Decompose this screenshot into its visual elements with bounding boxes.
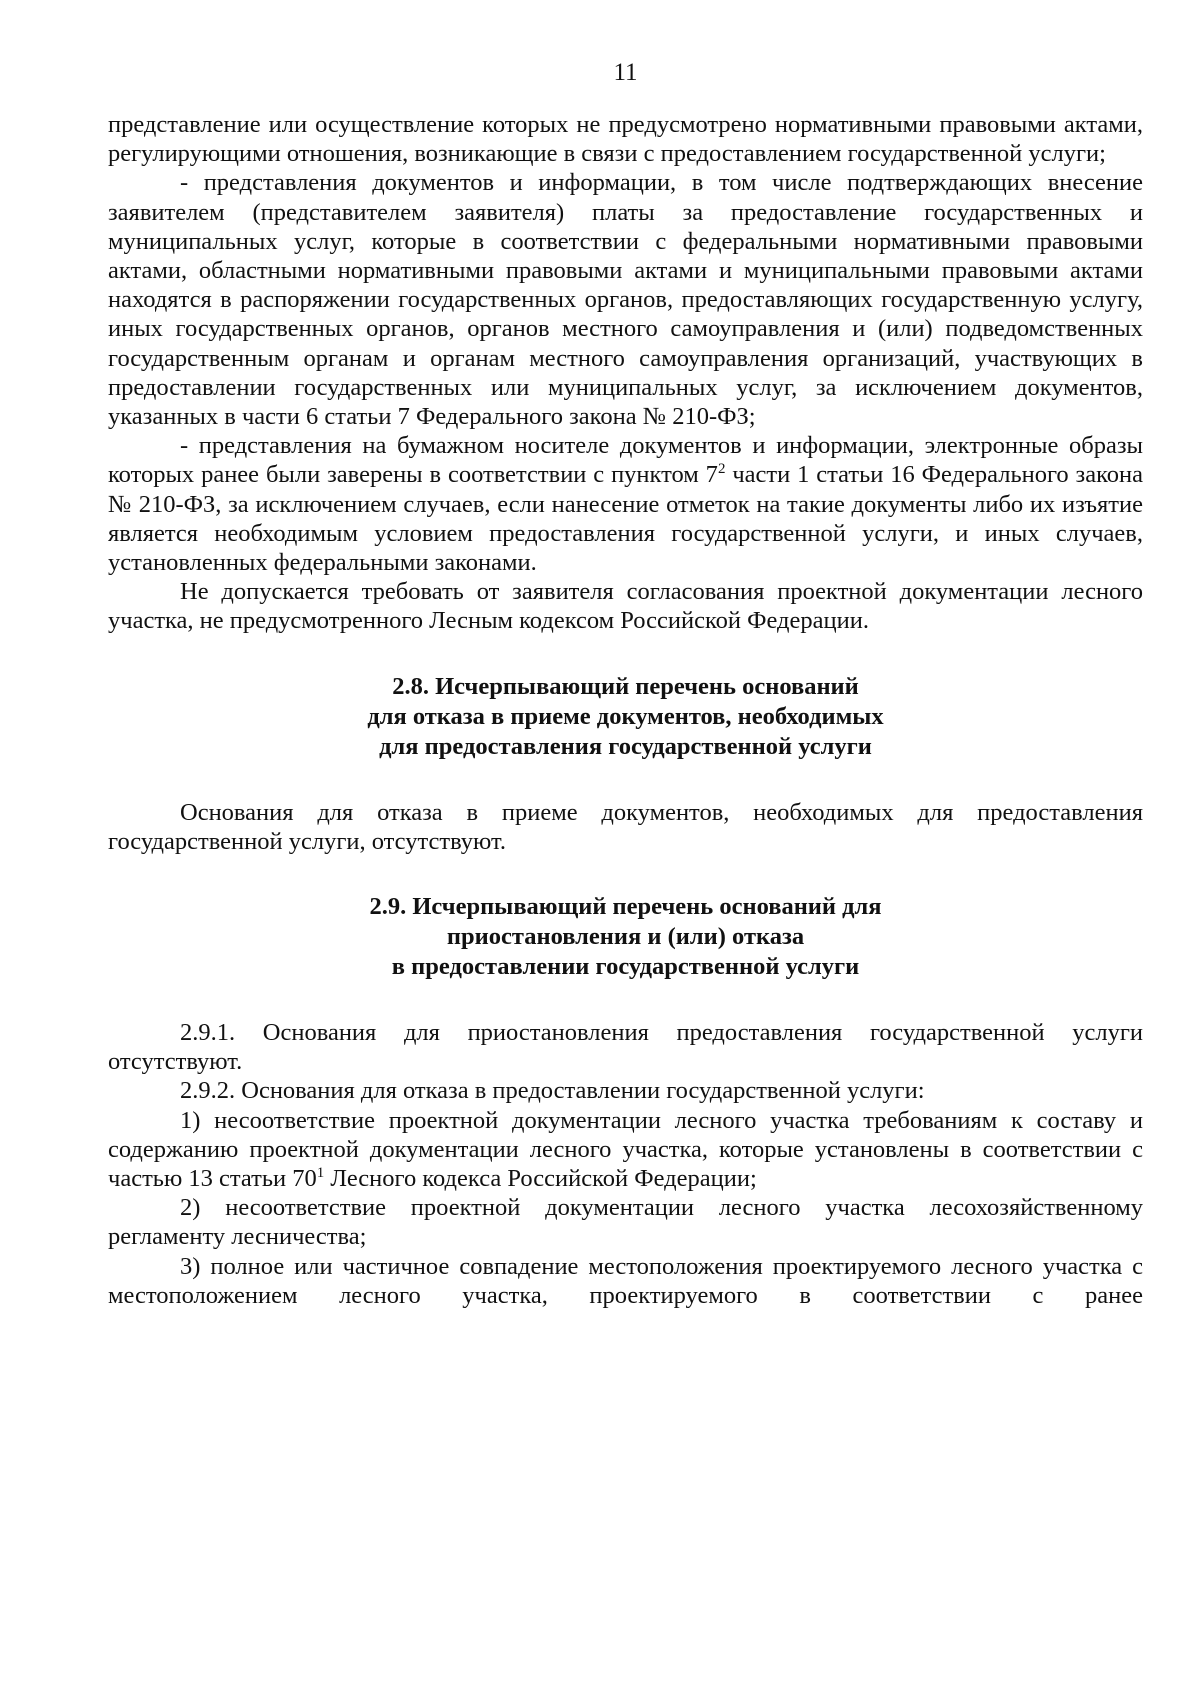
section-heading-2-8	[108, 672, 1143, 762]
heading-line: для предоставления государственной услуги	[379, 732, 872, 760]
heading-line: 2.9. Исчерпывающий перечень оснований для	[369, 893, 882, 921]
paragraph-no-approval-required: Не допускается требовать от заявителя согласования проектной документации лесного участка, не предусмотренного Лесным кодексом Российской Федерации.	[108, 578, 1143, 635]
paragraph-paper-documents-part1: - представления на бумажном носителе документов и информации, электронные образы которых ранее были заверены в соответствии с пунктом 7	[108, 432, 1143, 489]
paragraph-paper-documents-part2: части 1 статьи 16 Федерального закона № 210-ФЗ, за исключением случаев, если нанесение отметок на такие документы либо их изъятие является необходимым условием предоставления государственной услуги, и иных случаев, установленных федеральными законами.	[108, 461, 1144, 577]
paragraph-2-8-text: Основания для отказа в приеме документов, необходимых для предоставления государственной услуги, отсутствуют.	[108, 798, 1143, 855]
paragraph-continuation: представление или осуществление которых не предусмотрено нормативными правовыми актами, регулирующими отношения, возникающие в связи с предоставлением государственной услуги;	[108, 111, 1143, 168]
paragraph-documents-information: - представления документов и информации, в том числе подтверждающих внесение заявителем (представителем заявителя) платы за предоставление государственных и муниципальных услуг, которые в соответствии с федеральными нормативными правовыми актами, областными нормативными правовыми актами и муниципальными правовыми актами находятся в распоряжении государственных органов, предоставляющих государственную услугу, иных государственных органов, органов местного самоуправления и (или) подведомственных государственным органам и органам местного самоуправления организаций, участвующих в предоставлении государственных или муниципальных услуг, за исключением документов, указанных в части 6 статьи 7 Федерального закона № 210-ФЗ;	[108, 169, 1143, 431]
heading-line: в предоставлении государственной услуги	[391, 953, 860, 981]
superscript-2: 2	[717, 461, 726, 478]
list-item-1-part2: Лесного кодекса Российской Федерации;	[324, 1165, 757, 1193]
list-item-3: 3) полное или частичное совпадение местоположения проектируемого лесного участка с местоположением лесного участка, проектируемого в соответствии с ранее	[108, 1252, 1143, 1309]
heading-line: для отказа в приеме документов, необходимых	[367, 702, 884, 730]
section-heading-2-9	[108, 892, 1143, 982]
list-item-2: 2) несоответствие проектной документации лесного участка лесохозяйственному регламенту лесничества;	[108, 1194, 1143, 1251]
document-page	[108, 58, 1143, 1310]
heading-line: приостановления и (или) отказа	[446, 923, 805, 951]
heading-line: 2.8. Исчерпывающий перечень оснований	[392, 672, 859, 700]
superscript-1: 1	[316, 1165, 325, 1182]
page-number: 11	[613, 59, 638, 86]
paragraph-2-9-1: 2.9.1. Основания для приостановления предоставления государственной услуги отсутствуют.	[108, 1019, 1143, 1076]
paragraph-2-9-2: 2.9.2. Основания для отказа в предоставлении государственной услуги:	[180, 1077, 925, 1105]
list-item-1	[108, 1106, 1143, 1194]
list-item-1-part1: 1) несоответствие проектной документации лесного участка требованиям к составу и содержанию проектной документации лесного участка, которые установлены в соответствии с частью 13 статьи 70	[108, 1106, 1143, 1193]
paragraph-paper-documents	[108, 431, 1143, 577]
